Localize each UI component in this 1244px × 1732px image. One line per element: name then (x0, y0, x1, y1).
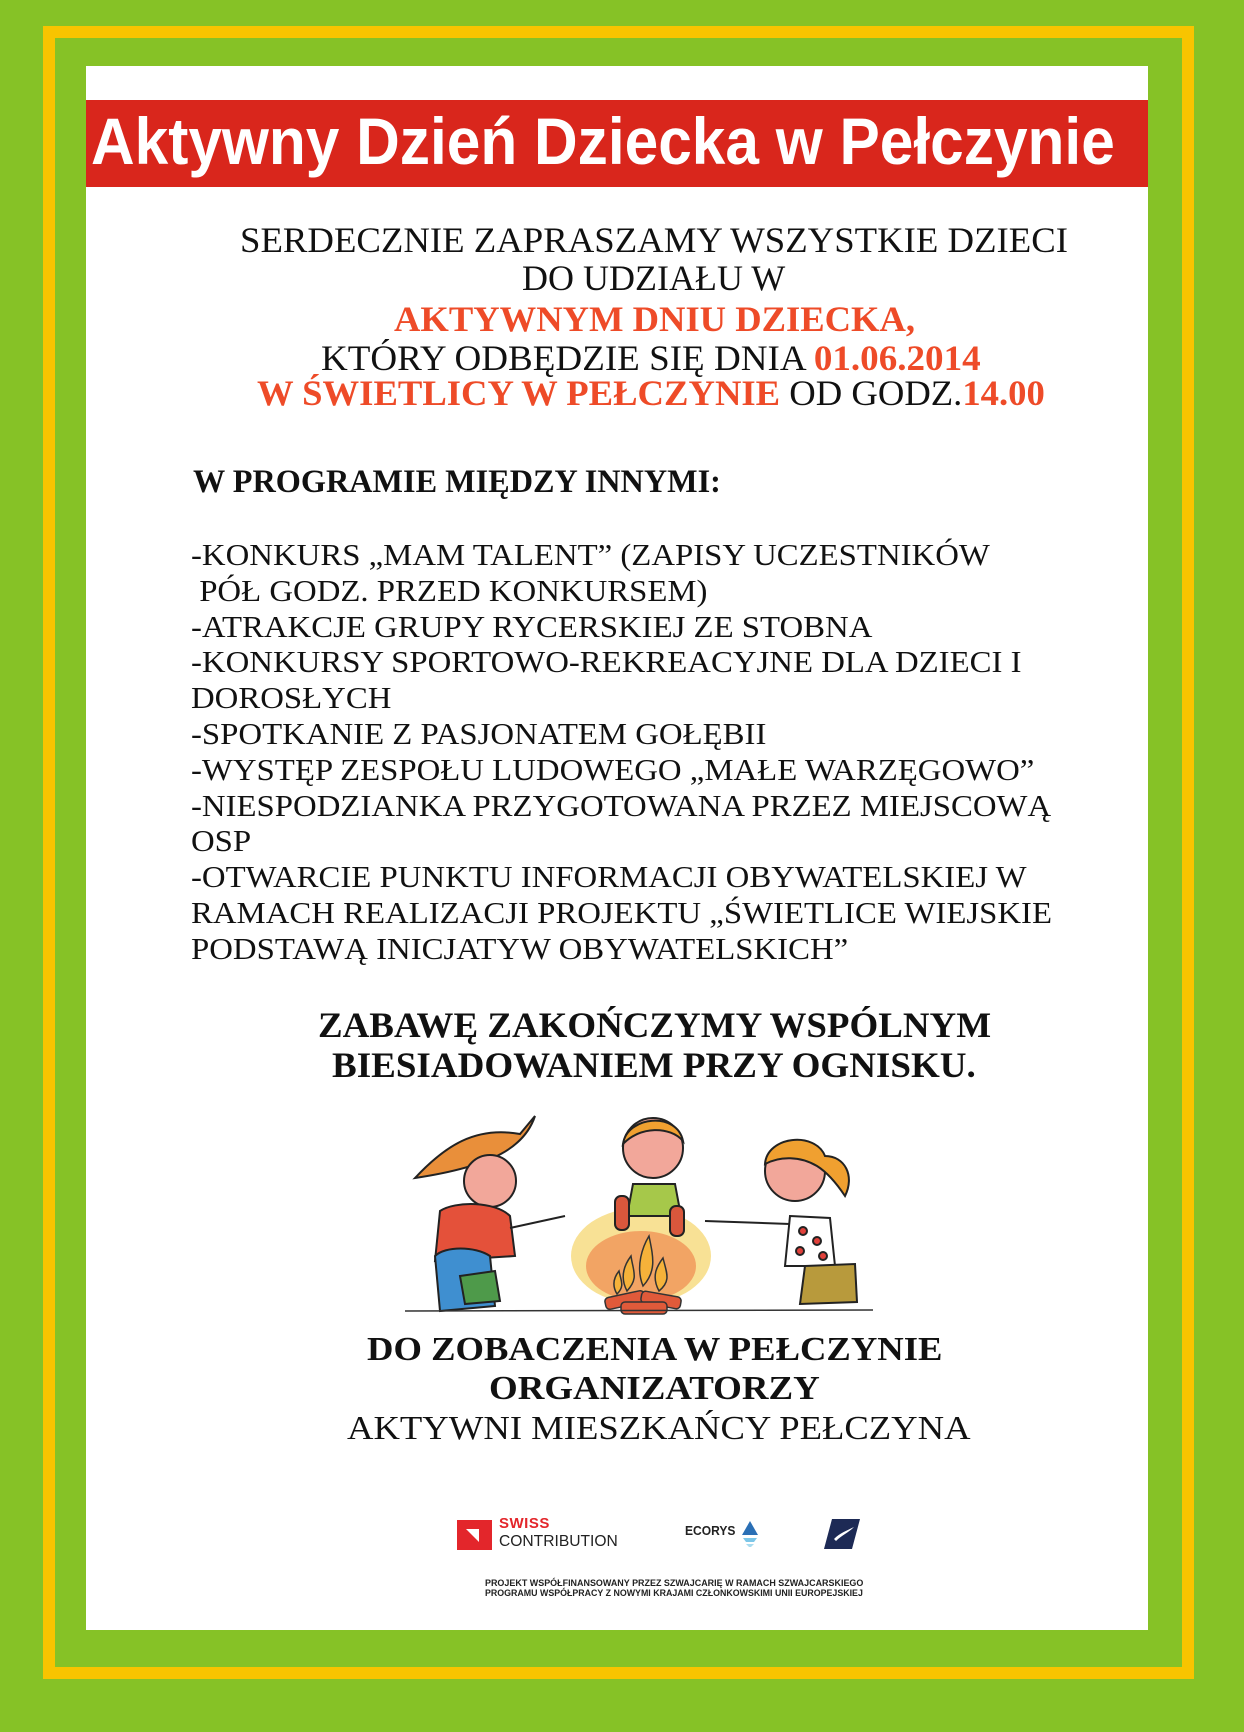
time-prefix: OD GODZ. (780, 373, 963, 413)
ecorys-logo-text: ECORYS (685, 1523, 736, 1538)
signoff-line-1: DO ZOBACZENIA W PEŁCZYNIE (367, 1331, 943, 1368)
invitation-event-name: AKTYWNYM DNIU DZIECKA, (394, 299, 916, 339)
cofinancing-note-line-2: PROGRAMU WSPÓŁPRACY Z NOWYMI KRAJAMI CZŁONKOWSKIMI UNII EUROPEJSKIEJ (485, 1588, 863, 1598)
program-line: -NIESPODZIANKA PRZYGOTOWANA PRZEZ MIEJSCOWĄ (191, 787, 1052, 823)
closing-line-2: BIESIADOWANIEM PRZY OGNISKU. (332, 1045, 976, 1085)
ecorys-triangle-icon (741, 1519, 759, 1549)
invitation-line-2: DO UDZIAŁU W (522, 258, 786, 298)
partner-bird-logo (822, 1517, 862, 1551)
date-prefix: KTÓRY ODBĘDZIE SIĘ DNIA (321, 338, 814, 378)
invitation-date-line (321, 340, 981, 376)
program-line: RAMACH REALIZACJI PROJEKTU „ŚWIETLICE WIEJSKIE (191, 894, 1052, 930)
program-line: OSP (191, 823, 252, 859)
swiss-logo-text: SWISS (499, 1515, 550, 1532)
event-time: 14.00 (962, 373, 1045, 413)
ground-line (405, 1310, 873, 1311)
invitation-line-1: SERDECZNIE ZAPRASZAMY WSZYSTKIE DZIECI (240, 220, 1068, 260)
program-line: -SPOTKANIE Z PASJONATEM GOŁĘBII (191, 715, 767, 751)
invitation-place-line (257, 375, 1045, 411)
closing-line-1: ZABAWĘ ZAKOŃCZYMY WSPÓLNYM (318, 1005, 992, 1045)
program-line: -ATRAKCJE GRUPY RYCERSKIEJ ZE STOBNA (191, 608, 873, 644)
program-line: -WYSTĘP ZESPOŁU LUDOWEGO „MAŁE WARZĘGOWO” (191, 751, 1035, 787)
program-heading: W PROGRAMIE MIĘDZY INNYMI: (193, 464, 721, 500)
swiss-contribution-logo-mark (457, 1520, 492, 1550)
program-line: PÓŁ GODZ. PRZED KONKURSEM) (191, 572, 708, 608)
campfire-children-illustration (405, 1106, 873, 1320)
program-line: -KONKURSY SPORTOWO-REKREACYJNE DLA DZIECI I (191, 644, 1022, 680)
signoff-residents: AKTYWNI MIESZKAŃCY PEŁCZYNA (347, 1410, 971, 1447)
signoff-organizers: ORGANIZATORZY (489, 1370, 820, 1407)
program-line: DOROSŁYCH (191, 680, 392, 716)
child-with-hat (415, 1116, 565, 1311)
program-line: -OTWARCIE PUNKTU INFORMACJI OBYWATELSKIEJ W (191, 859, 1027, 895)
contribution-logo-text: CONTRIBUTION (499, 1533, 618, 1550)
swiss-arrow-icon (457, 1520, 492, 1550)
girl-with-ponytail (705, 1140, 857, 1304)
program-line: -KONKURS „MAM TALENT” (ZAPISY UCZESTNIKÓW (191, 537, 990, 572)
event-date: 01.06.2014 (813, 338, 981, 378)
cofinancing-note-line-1: PROJEKT WSPÓŁFINANSOWANY PRZEZ SZWAJCARIĘ W RAMACH SZWAJCARSKIEGO (485, 1578, 864, 1588)
program-line: PODSTAWĄ INICJATYW OBYWATELSKICH” (191, 930, 849, 966)
program-list (191, 537, 1052, 967)
event-place: W ŚWIETLICY W PEŁCZYNIE (257, 373, 781, 413)
poster-title: Aktywny Dzień Dziecka w Pełczynie (91, 104, 1115, 178)
